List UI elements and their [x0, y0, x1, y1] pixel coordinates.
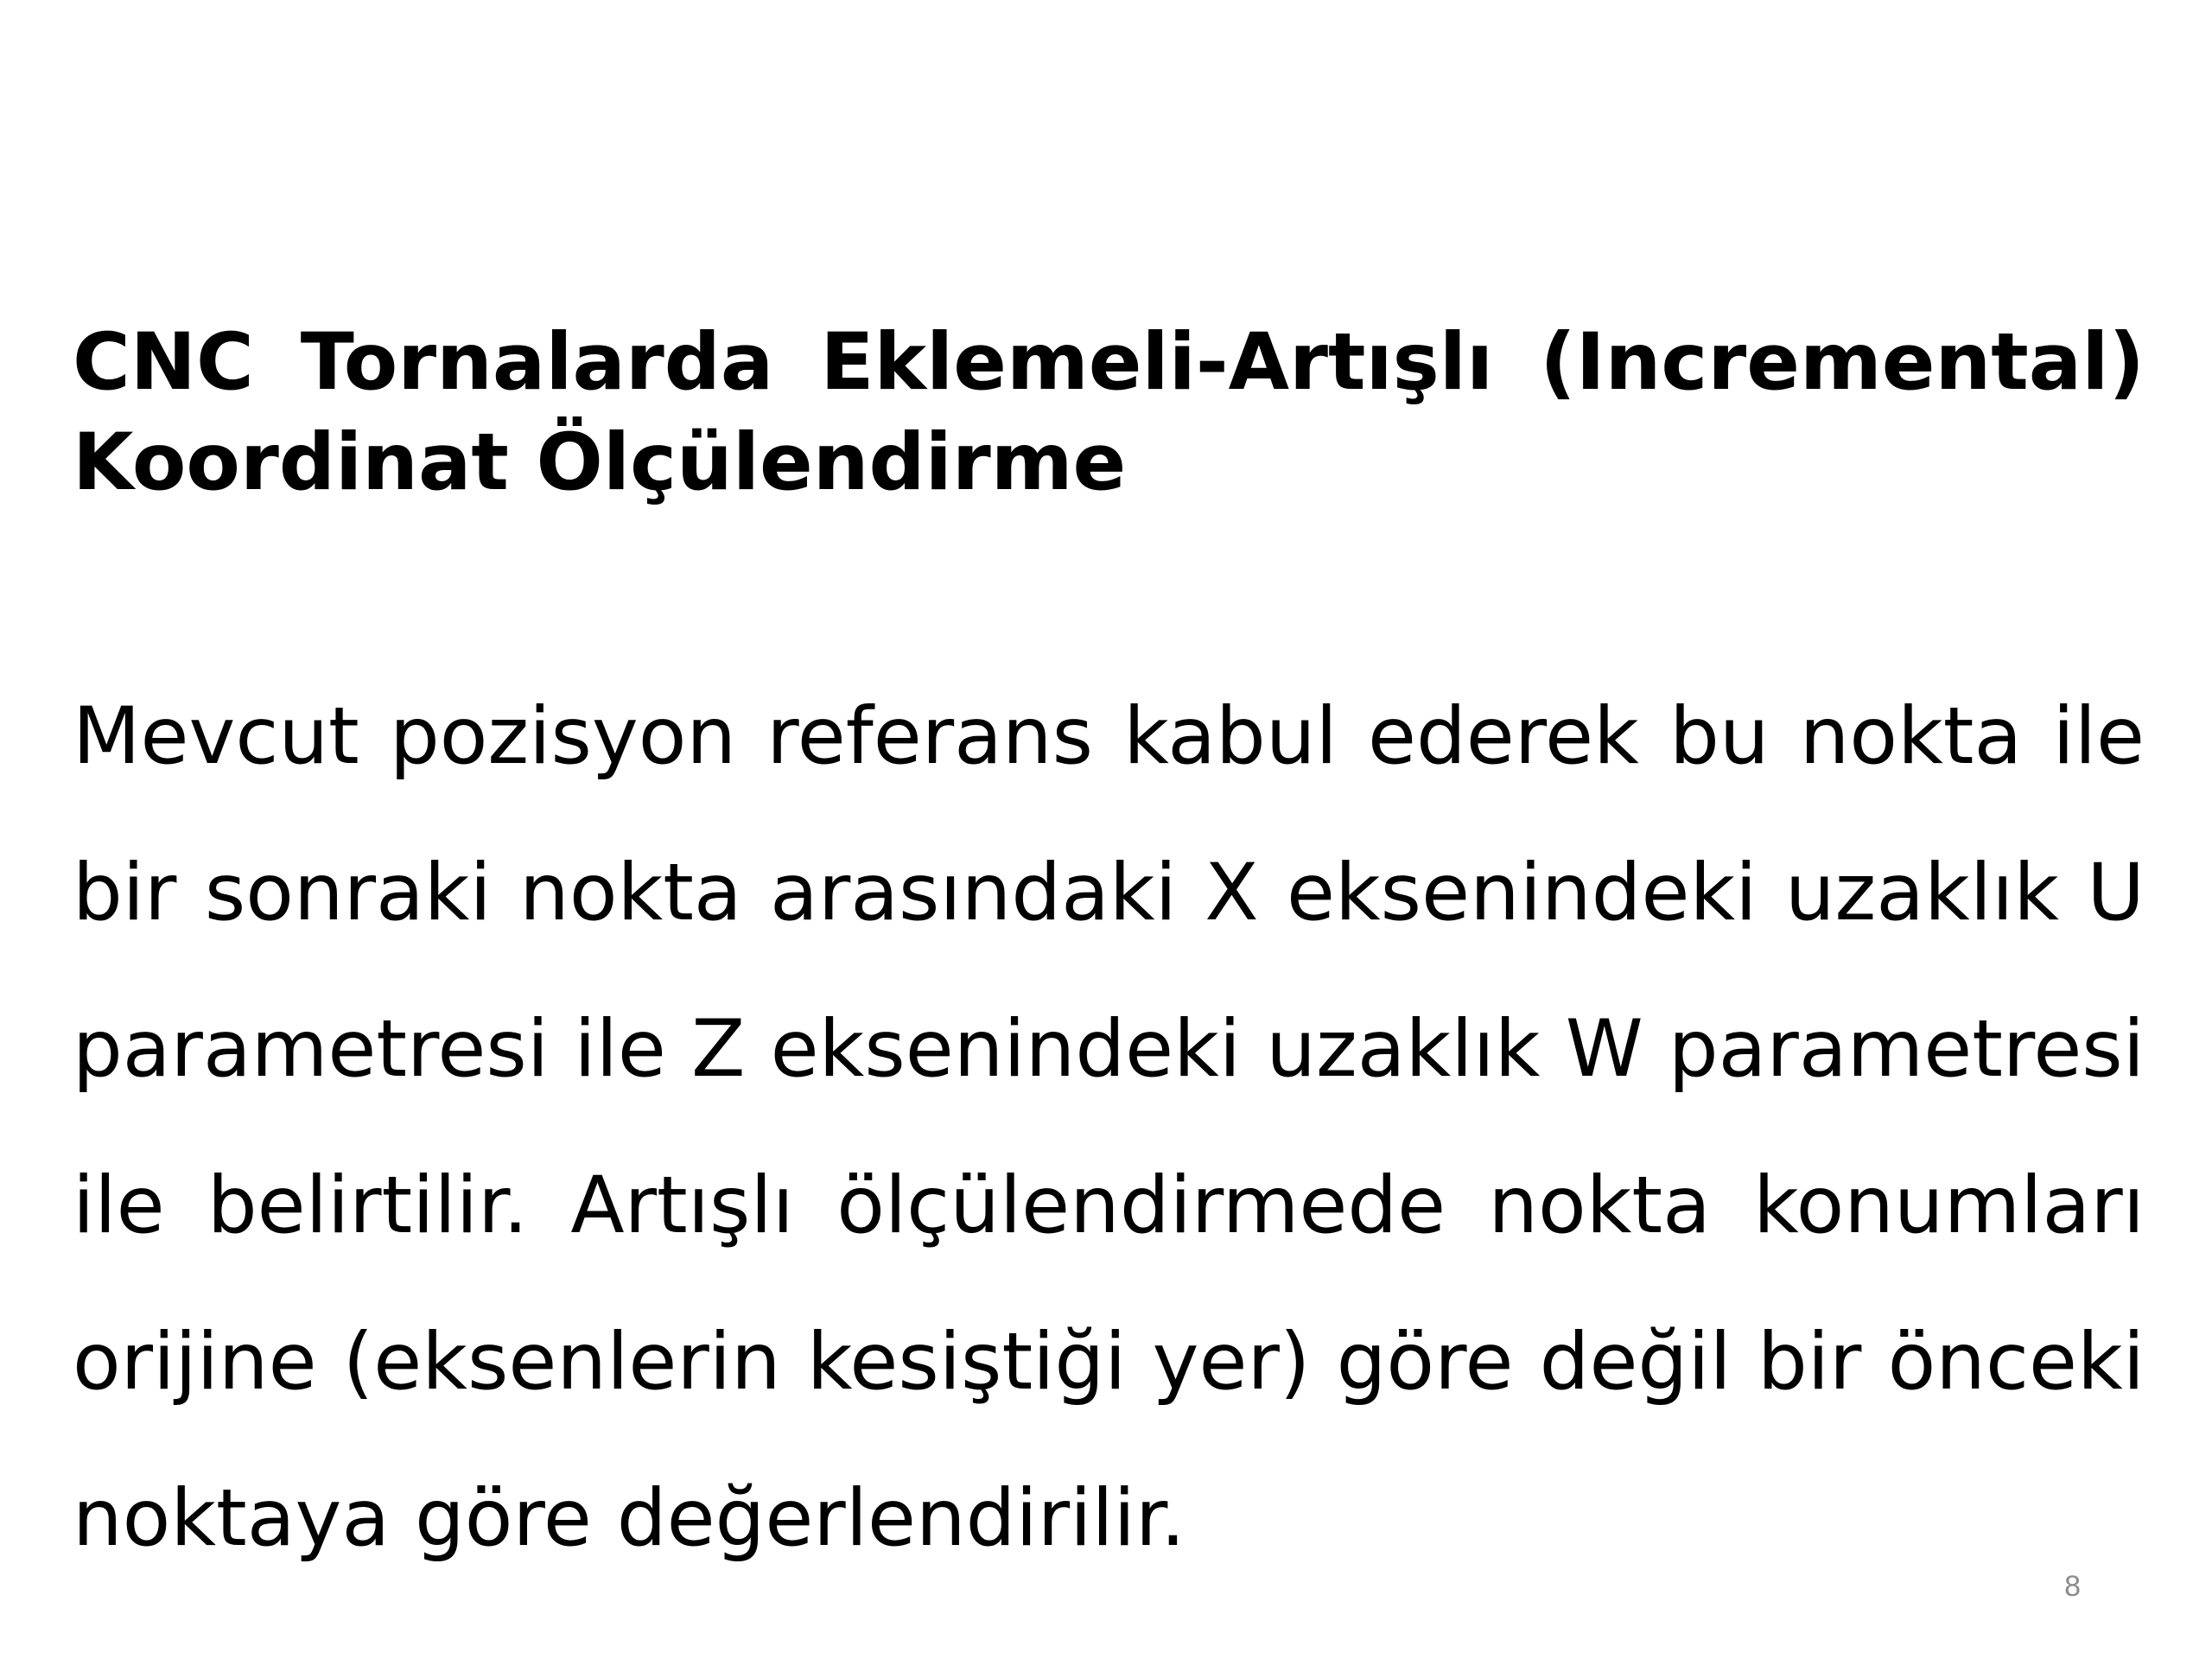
page-number: 8	[2064, 1570, 2081, 1603]
slide-title: CNC Tornalarda Eklemeli-Artışlı (Incremental) Koordinat Ölçülendirme	[73, 317, 2145, 508]
slide-body-text: Mevcut pozisyon referans kabul ederek bu nokta ile bir sonraki nokta arasındaki X eksenindeki uzaklık U parametresi ile Z eksenindeki uzaklık W parametresi ile belirtilir. Artışlı ölçülendirmede nokta konumları orijine (eksenlerin kesiştiği yer) göre değil bir önceki noktaya göre değerlendirilir.	[73, 691, 2145, 1564]
